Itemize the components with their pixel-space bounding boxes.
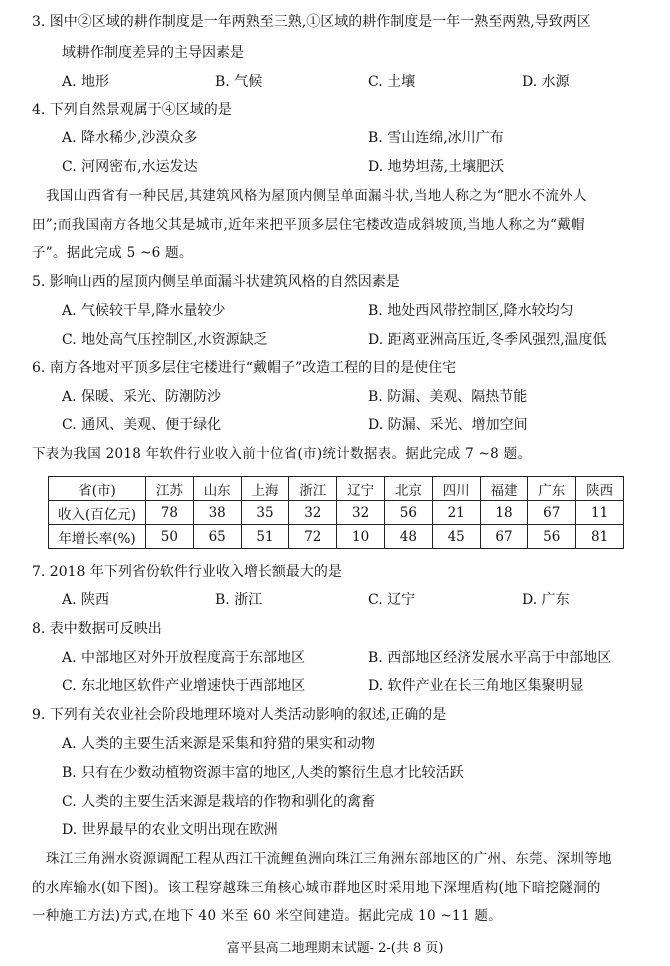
q4-option-c: C. 河网密布,水运发达 xyxy=(62,159,198,175)
table-cell: 65 xyxy=(193,525,241,549)
table-header-cell: 四川 xyxy=(432,477,480,501)
table-header-cell: 广东 xyxy=(528,477,576,501)
table-cell: 收入(百亿元) xyxy=(49,501,146,525)
table-cell: 18 xyxy=(480,501,528,525)
q8-stem: 8. 表中数据可反映出 xyxy=(32,621,162,637)
q5-option-d: D. 距离亚洲高压近,冬季风强烈,温度低 xyxy=(368,332,607,348)
table-cell: 48 xyxy=(384,525,432,549)
table-cell: 67 xyxy=(528,501,576,525)
table-cell: 35 xyxy=(241,501,289,525)
q8-option-a: A. 中部地区对外开放程度高于东部地区 xyxy=(62,650,306,666)
table-cell: 56 xyxy=(528,525,576,549)
table-header-cell: 江苏 xyxy=(146,477,194,501)
q3-stem-line2: 域耕作制度差异的主导因素是 xyxy=(62,45,244,61)
q6-option-c: C. 通风、美观、便于绿化 xyxy=(62,417,222,433)
q8-option-c: C. 东北地区软件产业增速快于西部地区 xyxy=(62,678,306,694)
q9-option-a: A. 人类的主要生活来源是采集和狩猎的果实和动物 xyxy=(62,736,376,752)
intro56-line1: 我国山西省有一种民居,其建筑风格为屋顶内侧呈单面漏斗状,当地人称之为“肥水不流外人 xyxy=(46,188,587,204)
table-cell: 67 xyxy=(480,525,528,549)
table-cell: 10 xyxy=(337,525,385,549)
table-cell: 年增长率(%) xyxy=(49,525,146,549)
table-header-cell: 北京 xyxy=(384,477,432,501)
intro56-line2: 田”;而我国南方各地父其是城市,近年来把平顶多层住宅楼改造成斜坡顶,当地人称之为“戴帽 xyxy=(32,217,585,233)
q9-option-d: D. 世界最早的农业文明出现在欧洲 xyxy=(62,822,278,838)
table-cell: 81 xyxy=(576,525,624,549)
table-cell: 50 xyxy=(146,525,194,549)
table-cell: 51 xyxy=(241,525,289,549)
q3-stem-line1: 3. 图中②区域的耕作制度是一年两熟至三熟,①区域的耕作制度是一年一熟至两熟,导致两区 xyxy=(32,14,591,30)
q7-stem: 7. 2018 年下列省份软件行业收入增长额最大的是 xyxy=(32,564,342,580)
table-header-cell: 山东 xyxy=(193,477,241,501)
intro56-line3: 子”。据此完成 5 ~6 题。 xyxy=(32,245,193,261)
q5-option-b: B. 地处西风带控制区,降水较均匀 xyxy=(368,303,574,319)
q6-option-b: B. 防漏、美观、隔热节能 xyxy=(368,389,528,405)
q4-option-d: D. 地势坦荡,土壤肥沃 xyxy=(368,159,505,175)
software-income-table xyxy=(48,476,624,549)
table-row xyxy=(49,525,624,549)
table-header-cell: 福建 xyxy=(480,477,528,501)
q3-option-b: B. 气候 xyxy=(215,74,263,90)
table-cell: 32 xyxy=(289,501,337,525)
q7-option-b: B. 浙江 xyxy=(215,592,263,608)
intro1011-line3: 一种施工方法)方式,在地下 40 米至 60 米空间建造。据此完成 10 ~11 题。 xyxy=(32,908,503,924)
q3-option-a: A. 地形 xyxy=(62,74,110,90)
table-row xyxy=(49,501,624,525)
q6-stem: 6. 南方各地对平顶多层住宅楼进行“戴帽子”改造工程的目的是使住宅 xyxy=(32,360,457,376)
table-cell: 21 xyxy=(432,501,480,525)
q5-stem: 5. 影响山西的屋顶内侧呈单面漏斗状建筑风格的自然因素是 xyxy=(32,274,400,290)
intro78: 下表为我国 2018 年软件行业收入前十位省(市)统计数据表。据此完成 7 ~8 题。 xyxy=(32,446,532,462)
q3-option-c: C. 土壤 xyxy=(368,74,416,90)
q6-option-a: A. 保暖、采光、防潮防沙 xyxy=(62,389,222,405)
table-header-cell: 辽宁 xyxy=(337,477,385,501)
q8-option-b: B. 西部地区经济发展水平高于中部地区 xyxy=(368,650,612,666)
q4-stem: 4. 下列自然景观属于④区域的是 xyxy=(32,102,232,118)
table-cell: 72 xyxy=(289,525,337,549)
table-cell: 11 xyxy=(576,501,624,525)
q8-option-d: D. 软件产业在长三角地区集聚明显 xyxy=(368,678,584,694)
table-cell: 32 xyxy=(337,501,385,525)
q5-option-c: C. 地处高气压控制区,水资源缺乏 xyxy=(62,332,268,348)
table-header-row xyxy=(49,477,624,501)
table-header-cell: 陕西 xyxy=(576,477,624,501)
q9-option-b: B. 只有在少数动植物资源丰富的地区,人类的繁衍生息才比较活跃 xyxy=(62,765,464,781)
table-header-cell: 上海 xyxy=(241,477,289,501)
q7-option-d: D. 广东 xyxy=(522,592,570,608)
q4-option-b: B. 雪山连绵,冰川广布 xyxy=(368,130,504,146)
table-cell: 78 xyxy=(146,501,194,525)
q7-option-c: C. 辽宁 xyxy=(368,592,416,608)
q4-option-a: A. 降水稀少,沙漠众多 xyxy=(62,130,198,146)
table-header-cell: 省(市) xyxy=(49,477,146,501)
table-header-cell: 浙江 xyxy=(289,477,337,501)
q7-option-a: A. 陕西 xyxy=(62,592,110,608)
table-cell: 56 xyxy=(384,501,432,525)
intro1011-line2: 的水库输水(如下图)。该工程穿越珠三角核心城市群地区时采用地下深埋盾构(地下暗挖隧洞的 xyxy=(32,880,601,896)
intro1011-line1: 珠江三角洲水资源调配工程从西江干流鲤鱼洲向珠江三角洲东部地区的广州、东莞、深圳等地 xyxy=(46,851,612,867)
table-cell: 45 xyxy=(432,525,480,549)
q9-option-c: C. 人类的主要生活来源是栽培的作物和驯化的禽畜 xyxy=(62,794,376,810)
q6-option-d: D. 防漏、采光、增加空间 xyxy=(368,417,528,433)
table-cell: 38 xyxy=(193,501,241,525)
q5-option-a: A. 气候较干旱,降水量较少 xyxy=(62,303,226,319)
q9-stem: 9. 下列有关农业社会阶段地理环境对人类活动影响的叙述,正确的是 xyxy=(32,707,447,723)
page-footer: 富平县高二地理期末试题- 2-(共 8 页) xyxy=(226,941,444,956)
q3-option-d: D. 水源 xyxy=(522,74,570,90)
